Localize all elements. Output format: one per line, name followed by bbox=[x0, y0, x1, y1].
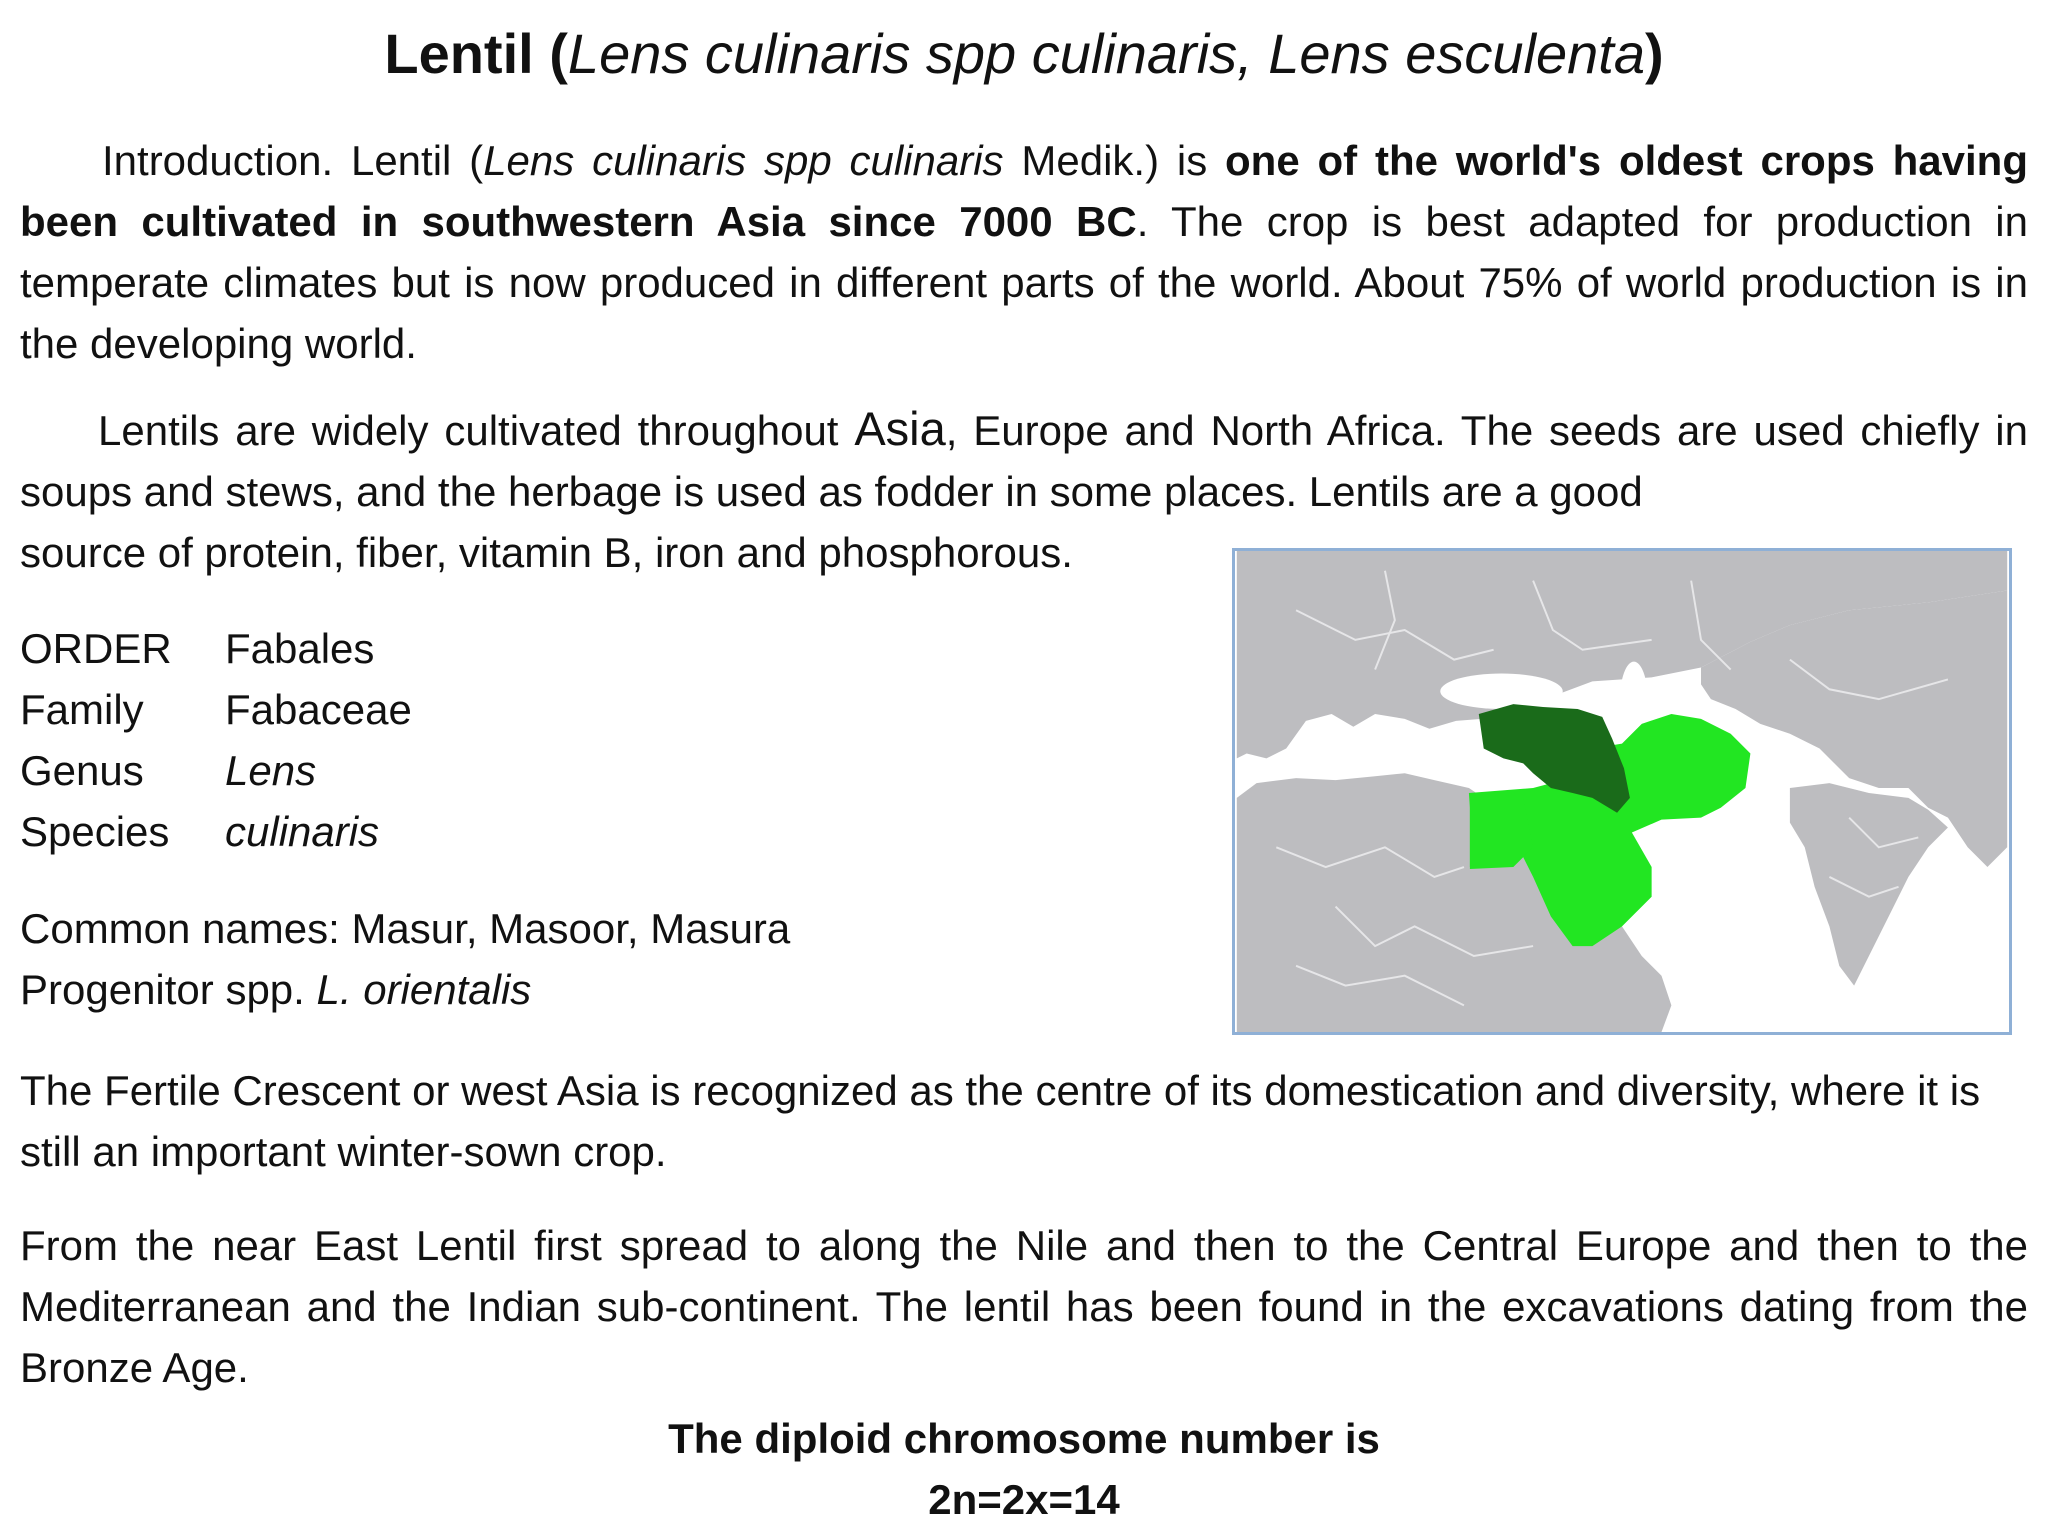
title-close-paren: ) bbox=[1644, 22, 1664, 85]
taxonomy-row bbox=[20, 740, 412, 801]
taxonomy-value: Fabaceae bbox=[225, 686, 412, 733]
taxonomy-row bbox=[20, 618, 412, 679]
intro-paragraph bbox=[20, 130, 2028, 374]
taxonomy-value: Lens bbox=[225, 747, 317, 794]
title-open-paren: ( bbox=[549, 22, 568, 85]
chromosome-line1: The diploid chromosome number is bbox=[668, 1415, 1380, 1462]
title-main: Lentil bbox=[384, 22, 534, 85]
chromosome-note bbox=[0, 1408, 2048, 1530]
progenitor-lead: Progenitor spp. bbox=[20, 966, 317, 1013]
intro-bold: one of the world's oldest crops having been cultivated in southwestern Asia since 7000 BC bbox=[20, 137, 2028, 245]
taxonomy-row bbox=[20, 679, 412, 740]
distribution-map-svg bbox=[1235, 551, 2009, 1032]
taxonomy-value: culinaris bbox=[225, 808, 380, 855]
taxonomy-key: ORDER bbox=[20, 625, 172, 672]
distribution-map bbox=[1232, 548, 2012, 1035]
cultivation-rest: , Europe and North Africa. The seeds are used chiefly in soups and stews, and the herbage is used as fodder in some places. Lentils are a good bbox=[20, 407, 2028, 515]
chromosome-line2: 2n=2x=14 bbox=[928, 1476, 1120, 1523]
intro-rest: . The crop is best adapted for production in temperate climates but is now produced in different parts of the world. About 75% of world production is in the developing world. bbox=[20, 198, 2028, 367]
cultivation-line3: source of protein, fiber, vitamin B, iron and phosphorous. bbox=[20, 529, 1073, 576]
cultivation-asia: Asia bbox=[854, 402, 946, 455]
cultivation-lead: Lentils are widely cultivated throughout bbox=[98, 407, 855, 454]
black-sea bbox=[1440, 673, 1562, 709]
taxonomy-row bbox=[20, 801, 412, 862]
intro-after-species: Medik.) is bbox=[1003, 137, 1226, 184]
intro-lead: Introduction. Lentil ( bbox=[102, 137, 484, 184]
page-title bbox=[0, 18, 2048, 90]
taxonomy-list bbox=[20, 618, 412, 862]
taxonomy-key: Family bbox=[20, 686, 144, 733]
taxonomy-key: Genus bbox=[20, 747, 144, 794]
common-names: Common names: Masur, Masoor, Masura bbox=[20, 905, 791, 952]
progenitor-species: L. orientalis bbox=[316, 966, 532, 1013]
taxonomy-key: Species bbox=[20, 808, 170, 855]
fertile-crescent-paragraph: The Fertile Crescent or west Asia is recognized as the centre of its domestication and diversity, where it is still an important winter-sown crop. bbox=[20, 1067, 1981, 1175]
spread-paragraph: From the near East Lentil first spread to along the Nile and then to the Central Europe and then to the Mediterranean and the Indian sub-continent. The lentil has been found in the excavations dating from the Bronze Age. bbox=[20, 1222, 2028, 1391]
taxonomy-value: Fabales bbox=[225, 625, 375, 672]
common-names-block bbox=[20, 898, 790, 1020]
title-italic: Lens culinaris spp culinaris, Lens esculenta bbox=[567, 22, 1645, 85]
progenitor bbox=[20, 959, 790, 1020]
intro-species: Lens culinaris spp culinaris bbox=[483, 137, 1004, 184]
